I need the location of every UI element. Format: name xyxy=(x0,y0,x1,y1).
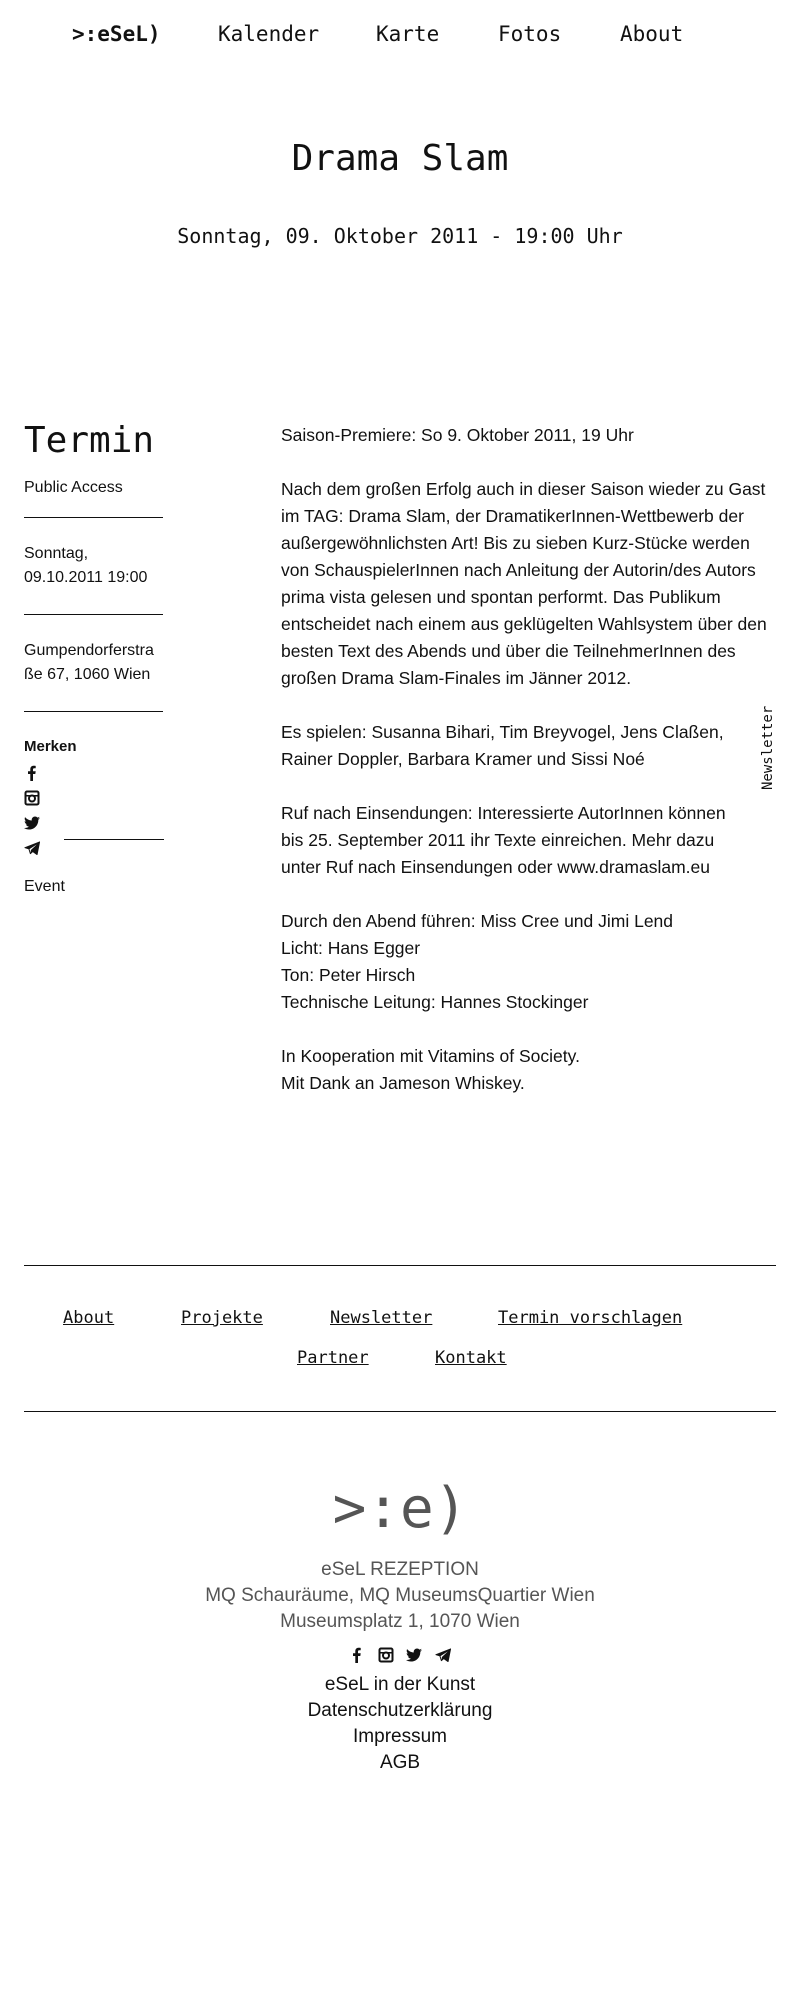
telegram-icon[interactable] xyxy=(24,840,40,856)
event-title: Drama Slam xyxy=(291,138,509,179)
credits-text xyxy=(281,908,773,1016)
telegram-icon[interactable] xyxy=(435,1647,451,1663)
merken-label: Merken xyxy=(24,738,77,755)
credit-line: Durch den Abend führen: Miss Cree und Jimi Lend xyxy=(281,911,674,931)
facebook-icon[interactable] xyxy=(349,1647,365,1663)
submissions-text xyxy=(281,800,739,881)
footer-link-about[interactable]: About xyxy=(63,1308,115,1328)
footer-link-newsletter[interactable]: Newsletter xyxy=(330,1308,433,1328)
submissions-line: bis 25. September 2011 ihr Texte einreichen. Mehr dazu xyxy=(281,830,715,850)
footer-logo[interactable]: >:e) xyxy=(332,1476,468,1541)
premiere-text: Saison-Premiere: So 9. Oktober 2011, 19 Uhr xyxy=(281,425,634,445)
submissions-line: Ruf nach Einsendungen: Interessierte AutorInnen können xyxy=(281,803,726,823)
footer-link-termin-vorschlagen[interactable]: Termin vorschlagen xyxy=(498,1308,683,1328)
credit-line: Technische Leitung: Hannes Stockinger xyxy=(281,992,589,1012)
access-label: Public Access xyxy=(24,479,123,496)
site-logo[interactable]: >:eSeL) xyxy=(72,22,161,46)
nav-karte[interactable]: Karte xyxy=(376,22,440,46)
divider xyxy=(24,711,163,712)
footer-link-kontakt[interactable]: Kontakt xyxy=(435,1348,507,1368)
nav-kalender[interactable]: Kalender xyxy=(218,22,320,46)
event-type: Event xyxy=(24,878,65,895)
instagram-icon[interactable] xyxy=(378,1647,394,1663)
footer-link-impressum[interactable]: Impressum xyxy=(353,1726,447,1747)
footer-link-datenschutz[interactable]: Datenschutzerklärung xyxy=(307,1700,493,1721)
event-description xyxy=(281,422,773,1124)
thanks-line: Mit Dank an Jameson Whiskey. xyxy=(281,1073,525,1093)
sidebar-title: Termin xyxy=(24,420,155,461)
footer-link-projekte[interactable]: Projekte xyxy=(181,1308,263,1328)
intro-text: Nach dem großen Erfolg auch in dieser Saison wieder zu Gast im TAG: Drama Slam, der DramatikerInnen-Wettbewerb der außergewöhnlichsten Art! Bis zu sieben Kurz-Stücke werden von SchauspielerInnen nach Anleitung der Autorin/des Autors prima vista gelesen und spontan performt. Das Publikum entscheidet nach einem aus geklügelten Wahlsystem über den besten Text des Abends und über die TeilnehmerInnen des großen Drama Slam-Finales im Jänner 2012. xyxy=(281,479,767,688)
credit-line: Ton: Peter Hirsch xyxy=(281,965,416,985)
event-sidebar xyxy=(24,420,164,896)
date-line: 09.10.2011 19:00 xyxy=(24,569,148,586)
footer-bottom-links xyxy=(0,1672,800,1776)
address-line: ße 67, 1060 Wien xyxy=(24,666,151,683)
footer-link-esel-kunst[interactable]: eSeL in der Kunst xyxy=(324,1674,476,1695)
sidebar-date xyxy=(24,518,164,614)
sidebar-address[interactable] xyxy=(24,615,164,711)
twitter-icon[interactable] xyxy=(406,1647,422,1663)
date-line: Sonntag, xyxy=(24,545,89,562)
event-date: Sonntag, 09. Oktober 2011 - 19:00 Uhr xyxy=(177,224,623,248)
credit-line: Licht: Hans Egger xyxy=(281,938,421,958)
share-divider xyxy=(64,839,164,840)
footer-link-agb[interactable]: AGB xyxy=(379,1752,421,1773)
twitter-icon[interactable] xyxy=(24,815,40,831)
nav-about[interactable]: About xyxy=(620,22,684,46)
address-line: MQ Schauräume, MQ MuseumsQuartier Wien xyxy=(205,1585,595,1606)
share-icons xyxy=(24,765,164,856)
thanks-line: In Kooperation mit Vitamins of Society. xyxy=(281,1046,580,1066)
facebook-icon[interactable] xyxy=(24,765,40,781)
footer-link-partner[interactable]: Partner xyxy=(297,1348,369,1368)
footer-rule-top xyxy=(24,1265,776,1266)
address-line: Museumsplatz 1, 1070 Wien xyxy=(280,1611,520,1632)
address-line: Gumpendorferstra xyxy=(24,642,154,659)
instagram-icon[interactable] xyxy=(24,790,40,806)
nav-fotos[interactable]: Fotos xyxy=(498,22,562,46)
submissions-line: unter Ruf nach Einsendungen oder www.dramaslam.eu xyxy=(281,857,710,877)
footer-rule-bottom xyxy=(24,1411,776,1412)
thanks-text xyxy=(281,1043,773,1097)
footer-address xyxy=(0,1557,800,1635)
footer-social xyxy=(0,1647,800,1668)
address-line: eSeL REZEPTION xyxy=(321,1559,479,1580)
top-nav xyxy=(0,22,800,52)
cast-text: Es spielen: Susanna Bihari, Tim Breyvogel, Jens Claßen, Rainer Doppler, Barbara Kramer und Sissi Noé xyxy=(281,722,724,769)
newsletter-tab[interactable]: Newsletter xyxy=(760,705,776,790)
